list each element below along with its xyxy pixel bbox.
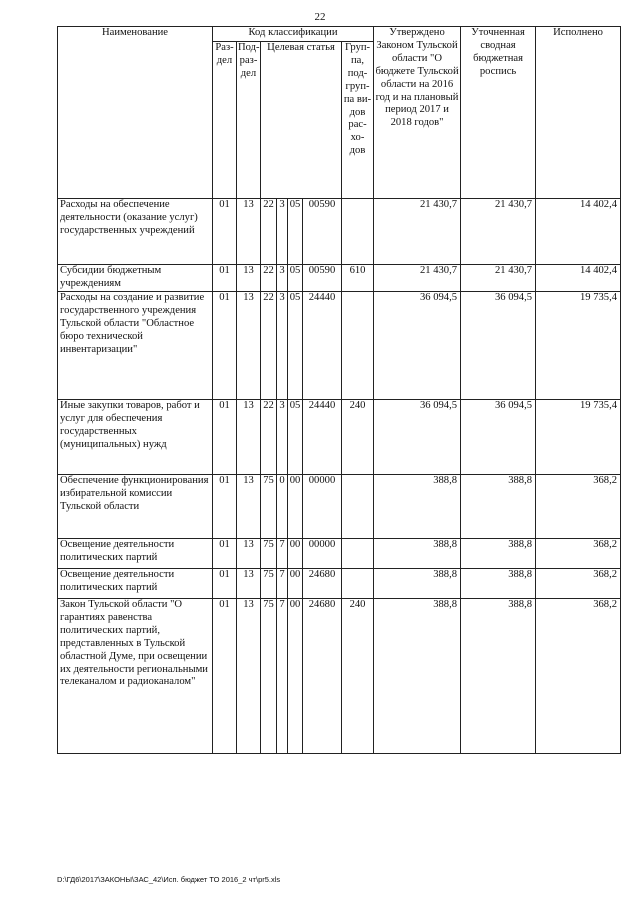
- cell-podrazdel: 13: [237, 599, 261, 754]
- cell-t3: 05: [288, 292, 303, 400]
- cell-t1: 75: [261, 539, 277, 569]
- header-name: Наименование: [58, 27, 213, 199]
- budget-table: [57, 26, 621, 754]
- cell-executed: 368,2: [536, 569, 621, 599]
- cell-group: 240: [342, 599, 374, 754]
- cell-t4: 00590: [303, 199, 342, 265]
- cell-t2: 0: [277, 475, 288, 539]
- cell-t4: 00000: [303, 539, 342, 569]
- cell-t4: 24440: [303, 400, 342, 475]
- cell-name: Иные закупки товаров, работ и услуг для обеспечения государственных (муниципальных) нужд: [58, 400, 213, 475]
- header-row-top: [58, 27, 621, 42]
- cell-refined: 388,8: [461, 569, 536, 599]
- cell-t2: 7: [277, 569, 288, 599]
- cell-podrazdel: 13: [237, 265, 261, 292]
- cell-t3: 00: [288, 475, 303, 539]
- cell-refined: 388,8: [461, 475, 536, 539]
- cell-podrazdel: 13: [237, 569, 261, 599]
- cell-razdel: 01: [213, 292, 237, 400]
- cell-approved: 21 430,7: [374, 265, 461, 292]
- cell-group: [342, 199, 374, 265]
- cell-group: 240: [342, 400, 374, 475]
- cell-t2: 3: [277, 265, 288, 292]
- cell-t1: 22: [261, 265, 277, 292]
- header-executed: Исполнено: [536, 27, 621, 199]
- cell-t2: 3: [277, 400, 288, 475]
- cell-t1: 22: [261, 400, 277, 475]
- cell-t1: 22: [261, 199, 277, 265]
- cell-executed: 368,2: [536, 475, 621, 539]
- page-number: 22: [314, 11, 326, 23]
- cell-approved: 388,8: [374, 539, 461, 569]
- cell-t3: 00: [288, 599, 303, 754]
- cell-t4: 24680: [303, 569, 342, 599]
- cell-group: [342, 569, 374, 599]
- file-path-footer: D:\ГД6\2017\ЗАКОНЫ\ЗАС_42\Исп. бюджет ТО 2016_2 чт\pr5.xls: [57, 875, 281, 884]
- cell-executed: 14 402,4: [536, 265, 621, 292]
- cell-name: Закон Тульской области "О гарантиях равенства политических партий, представленных в Тульской областной Думе, при освещении их деятельности региональными телеканалом и радиоканалом": [58, 599, 213, 754]
- cell-razdel: 01: [213, 400, 237, 475]
- cell-t2: 3: [277, 292, 288, 400]
- header-classification: Код классификации: [213, 27, 374, 42]
- cell-t3: 05: [288, 265, 303, 292]
- cell-executed: 368,2: [536, 539, 621, 569]
- cell-t2: 7: [277, 599, 288, 754]
- cell-razdel: 01: [213, 199, 237, 265]
- header-podrazdel: Под-раз-дел: [237, 42, 261, 199]
- cell-razdel: 01: [213, 599, 237, 754]
- cell-executed: 368,2: [536, 599, 621, 754]
- cell-approved: 388,8: [374, 475, 461, 539]
- table-row: [58, 539, 621, 569]
- cell-group: [342, 475, 374, 539]
- cell-refined: 21 430,7: [461, 199, 536, 265]
- cell-t1: 22: [261, 292, 277, 400]
- header-approved: Утверждено Законом Тульской области "О бюджете Тульской области на 2016 год и на плановый период 2017 и 2018 годов": [374, 27, 461, 199]
- cell-t4: 24440: [303, 292, 342, 400]
- table-body: [58, 199, 621, 754]
- cell-name: Субсидии бюджетным учреждениям: [58, 265, 213, 292]
- cell-approved: 388,8: [374, 569, 461, 599]
- cell-t3: 00: [288, 569, 303, 599]
- cell-name: Расходы на создание и развитие государственного учреждения Тульской области "Областное бюро технической инвентаризации": [58, 292, 213, 400]
- cell-t2: 3: [277, 199, 288, 265]
- table-row: [58, 199, 621, 265]
- header-group: Груп-па, под-груп-па ви-дов рас-хо-дов: [342, 42, 374, 199]
- cell-t1: 75: [261, 599, 277, 754]
- cell-t4: 00000: [303, 475, 342, 539]
- header-refined: Уточненная сводная бюджетная роспись: [461, 27, 536, 199]
- cell-name: Расходы на обеспечение деятельности (оказание услуг) государственных учреждений: [58, 199, 213, 265]
- table-row: [58, 599, 621, 754]
- cell-podrazdel: 13: [237, 400, 261, 475]
- cell-razdel: 01: [213, 539, 237, 569]
- cell-refined: 36 094,5: [461, 400, 536, 475]
- cell-approved: 21 430,7: [374, 199, 461, 265]
- cell-executed: 19 735,4: [536, 292, 621, 400]
- cell-approved: 36 094,5: [374, 292, 461, 400]
- cell-executed: 14 402,4: [536, 199, 621, 265]
- cell-razdel: 01: [213, 569, 237, 599]
- cell-t4: 24680: [303, 599, 342, 754]
- cell-approved: 388,8: [374, 599, 461, 754]
- header-target-article: Целевая статья: [261, 42, 342, 199]
- cell-t3: 00: [288, 539, 303, 569]
- cell-name: Освещение деятельности политических партий: [58, 539, 213, 569]
- table-row: [58, 475, 621, 539]
- table-row: [58, 265, 621, 292]
- cell-name: Обеспечение функционирования избирательной комиссии Тульской области: [58, 475, 213, 539]
- cell-executed: 19 735,4: [536, 400, 621, 475]
- table-row: [58, 400, 621, 475]
- cell-t2: 7: [277, 539, 288, 569]
- cell-podrazdel: 13: [237, 199, 261, 265]
- cell-refined: 388,8: [461, 539, 536, 569]
- cell-podrazdel: 13: [237, 475, 261, 539]
- cell-razdel: 01: [213, 265, 237, 292]
- cell-t3: 05: [288, 400, 303, 475]
- cell-t1: 75: [261, 569, 277, 599]
- cell-group: 610: [342, 265, 374, 292]
- cell-podrazdel: 13: [237, 292, 261, 400]
- cell-group: [342, 539, 374, 569]
- header-razdel: Раз-дел: [213, 42, 237, 199]
- cell-approved: 36 094,5: [374, 400, 461, 475]
- cell-refined: 36 094,5: [461, 292, 536, 400]
- cell-refined: 388,8: [461, 599, 536, 754]
- table-row: [58, 569, 621, 599]
- cell-t3: 05: [288, 199, 303, 265]
- cell-group: [342, 292, 374, 400]
- cell-razdel: 01: [213, 475, 237, 539]
- cell-refined: 21 430,7: [461, 265, 536, 292]
- cell-podrazdel: 13: [237, 539, 261, 569]
- cell-name: Освещение деятельности политических партий: [58, 569, 213, 599]
- cell-t1: 75: [261, 475, 277, 539]
- cell-t4: 00590: [303, 265, 342, 292]
- table-row: [58, 292, 621, 400]
